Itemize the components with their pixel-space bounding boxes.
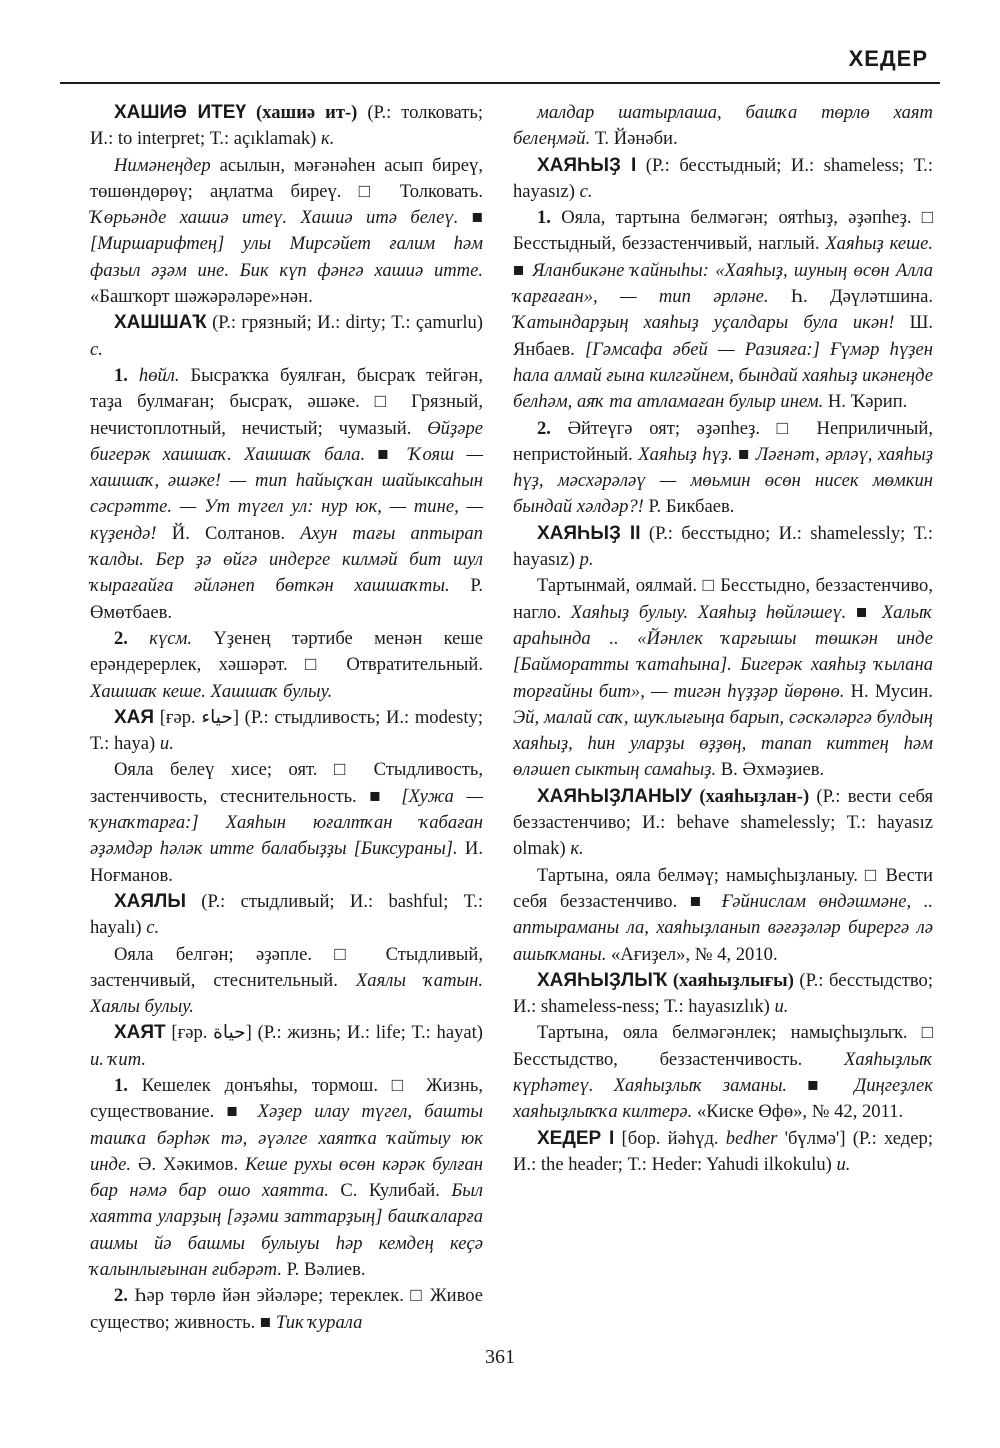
italic-text: с. <box>90 338 103 360</box>
text-run: И. Ноғманов. <box>90 838 483 886</box>
italic-text: с. <box>579 180 593 202</box>
headword: ХАЯЛЫ <box>114 890 186 912</box>
text-run: Тартынмай, оялмай. □ Бесстыдно, беззастенчиво, нагло. <box>513 575 933 623</box>
right-column <box>513 100 933 1178</box>
text-run: «Ағиҙел», № 4, 2010. <box>606 943 778 965</box>
dictionary-paragraph <box>90 757 483 888</box>
text-run: Тартына, ояла белмәгәнлек; намыҫһыҙлыҡ. □ Бесстыдство, беззастенчивость. <box>513 1022 933 1070</box>
text-run: Й. Солтанов. <box>156 522 301 544</box>
italic-text: с. <box>146 917 160 939</box>
dictionary-paragraph <box>513 205 933 415</box>
text-run: «Киске Өфө», № 42, 2011. <box>692 1101 904 1123</box>
text-run: асылын, мәғәнәһен асып биреү, төшөндөрөү; аңлатма биреү. □ Толковать. <box>90 154 483 202</box>
italic-text: Ахун тағы аптырап ҡалды. Бер ҙә өйгә индерге килмәй бит шул ҡырағайға әйләнеп бөткән хашшаҡты. <box>90 522 483 597</box>
text-run: (Р.: бесстыдство; И.: shameless-ness; Т.: hayasızlık) <box>513 969 933 1018</box>
text-run: «Башҡорт шәжәрәләре»нән. <box>90 286 313 308</box>
text-run: Кешелек донъяһы, тормош. □ Жизнь, существование. ■ <box>90 1074 483 1123</box>
bold-text: (хаяһыҙлығы) <box>667 969 794 991</box>
text-run: Һәр төрлө йән эйәләре; тереклек. □ Живое существо; живность. ■ <box>90 1285 484 1333</box>
text-run: Н. Ҡәрип. <box>823 391 908 413</box>
text-run: ■ <box>846 601 882 623</box>
dictionary-entry-head <box>90 100 483 153</box>
italic-text: и. <box>159 733 174 755</box>
running-head: ХЕДЕР <box>848 46 928 71</box>
italic-text: Хаяһыҙ булыу. Хаяһыҙ һөйләшеү. <box>570 601 847 623</box>
italic-text: Ҡатындарҙың хаяһыҙ уҫалдары була икән! <box>513 312 895 334</box>
italic-text: Диңгеҙлек хаяһыҙлыҡҡа килтерә. <box>513 1074 934 1123</box>
dictionary-paragraph <box>90 1073 483 1283</box>
italic-text: Халыҡ араһында .. «Йәнлек ҡарғышы төшкән инде [Байморатты ҡатаһына]. Бигерәк хаяһыҙ ҡылана торғайны бит», — тигән һүҙҙәр йөрөнө. <box>513 601 933 702</box>
text-run: ■ <box>458 207 483 229</box>
text-run: Ояла белеү хисе; оят. □ Стыдливость, застенчивость, стеснительность. ■ <box>90 759 483 807</box>
italic-text: Ҡояш — хашшаҡ, әшәке! — тип һайыҫҡан шайыксаһын сәсрәтте. — Ут түгел ул: нур юк, — тине, — күҙендә! <box>90 443 483 544</box>
text-run: Ояла белгән; әҙәпле. □ Стыдливый, застенчивый, стеснительный. <box>90 943 483 991</box>
dictionary-entry-head <box>513 521 933 574</box>
text-run: 'бүлмә'] (Р.: хедер; И.: the header; Т.: Heder: Yahudi ilkokulu) <box>513 1127 933 1175</box>
dictionary-entry-head <box>90 705 483 758</box>
italic-text: Хаялы ҡатын. Хаялы булыу. <box>90 969 483 1018</box>
headword: ХАЯҺЫҘЛАНЫУ <box>537 785 693 807</box>
italic-text: Эй, малай саҡ, шуҡлығыңа барып, сәскәләргә булдың хаяһыҙ, һин уларҙы өҙҙөң, тапап киттең һәм өләшеп сыктың самаһыҙ. <box>513 706 933 781</box>
italic-text: Нимәнеңдер <box>114 154 211 176</box>
text-run: Ояла, тартына белмәгән; оятһыҙ, әҙәпһеҙ. □ Бесстыдный, беззастенчивый, наглый. <box>513 207 934 255</box>
italic-text: Өйҙәре бигерәк хашшаҡ. Хашшаҡ бала. <box>90 417 483 465</box>
italic-text: малдар шатырлаша, башҡа төрлө хаят белеңмәй. <box>513 102 933 150</box>
text-run: (Р.: грязный; И.: dirty; Т.: çamurlu) <box>206 312 483 334</box>
dictionary-entry-head <box>90 889 483 942</box>
italic-text: [Миршарифтең] улы Мирсәйет ғалим һәм фазыл әҙәм ине. Бик күп фәнгә хашиә итте. <box>90 233 483 281</box>
headword: ХАШШАҠ <box>114 312 207 334</box>
dictionary-paragraph <box>513 573 933 783</box>
text-run: ■ <box>732 443 756 465</box>
headword: ХАЯҺЫҘЛЫҠ <box>537 969 668 991</box>
text-run: [бор. йәһүд. <box>614 1127 726 1149</box>
bold-text: 1. <box>114 1074 142 1096</box>
bold-text: (хашиә ит-) <box>246 102 358 123</box>
italic-text: bedher <box>725 1127 778 1149</box>
italic-text: һөйл. <box>138 364 180 386</box>
text-run: (Р.: стыдливый; И.: bashful; Т.: hayalı) <box>90 890 483 939</box>
text-run: (Р.: бесстыдно; И.: shamelessly; Т.: hayasız) <box>513 522 933 571</box>
italic-text: Яланбикәне ҡайныһы: «Хаяһыҙ, шуның өсөн Алла ҡарғаған», — тип әрләне. <box>513 259 933 308</box>
page-number: 361 <box>485 1346 515 1368</box>
dictionary-paragraph <box>513 1020 933 1125</box>
headword: ХАШИӘ ИТЕҮ <box>114 102 247 123</box>
dictionary-entry-head <box>513 968 933 1021</box>
dictionary-paragraph <box>513 416 933 521</box>
italic-text: Ләғнәт, әрләү, хаяһыҙ һүҙ, мәсхәрәләү — мөьмин өсөн нисек мөмкин бындай хәлдәр?! <box>513 443 933 518</box>
italic-text: и. <box>836 1153 851 1175</box>
dictionary-paragraph <box>90 942 483 1021</box>
italic-text: и. <box>774 996 789 1018</box>
text-run: Р. Өмөтбаев. <box>90 575 483 623</box>
bold-text: (хаяһыҙлан-) <box>692 785 810 807</box>
dictionary-paragraph <box>90 1283 483 1336</box>
text-run: ■ <box>365 443 409 465</box>
text-run: Үҙенең тәртибе менән кеше ерәндерерлек, хәшәрәт. □ Отвратительный. <box>90 627 483 676</box>
italic-text: [Гәмсафа әбей — Разияға:] Ғүмәр һүҙен һала алмай ғына килгәйнем, бындай хаяһыҙ икәнеңде белһәм, аяҡ та атламаған булыр инем. <box>513 338 933 413</box>
text-run: [ғәр. حياة] (Р.: жизнь; И.: life; Т.: hayat) <box>165 1022 483 1044</box>
bold-text: 2. <box>537 417 568 439</box>
italic-text: Кеше рухы өсөн кәрәк булған бар нәмә бар ошо хаятта. <box>90 1153 484 1202</box>
bold-text: 1. <box>114 364 139 386</box>
text-run: Р. Бикбаев. <box>643 496 735 518</box>
text-run: [ғәр. حياء] (Р.: стыдливость; И.: modesty; Т.: haya) <box>90 706 483 755</box>
text-run: (Р.: бесстыдный; И.: shameless; Т.: hayasız) <box>513 154 933 202</box>
header-rule <box>60 82 940 84</box>
text-run: Т. Йәнәби. <box>590 128 678 150</box>
italic-text: күсм. <box>149 627 193 649</box>
text-run: Р. Вәлиев. <box>281 1259 366 1281</box>
italic-text: [Хужа — ҡунаҡтарға:] Хаяһын юғалтҡан ҡабаған әҙәмдәр һәләк итте балабыҙҙы [Биксураны]. <box>90 785 483 860</box>
dictionary-entry-head <box>513 784 933 863</box>
italic-text: р. <box>579 549 594 571</box>
text-run: Бысраҡҡа буялған, бысраҡ тейгән, таҙа булмаған; бысраҡ, әшәке. □ Грязный, нечистоплотный, нечистый; чумазый. <box>90 364 483 439</box>
italic-text: к. <box>321 128 335 150</box>
italic-text: Хаяһыҙлыҡ күрһәтеү. Хаяһыҙлыҡ заманы. <box>513 1048 933 1096</box>
italic-text: к. <box>570 838 584 860</box>
italic-text: Ғәйнислам өндәшмәне, .. аптыраманы ла, хаяһыҙланып вәғәҙәләр бирергә лә ашыҡманы. <box>513 890 934 965</box>
italic-text: Ҡөрьәнде хашиә итеү. Хашиә итә белеү. <box>90 207 459 229</box>
dictionary-paragraph <box>90 626 483 705</box>
bold-text: 2. <box>114 1285 135 1307</box>
italic-text: Хәҙер илау түгел, башты ташҡа бәрһәк тә, әүәлге хаятҡа ҡайтыу юк инде. <box>90 1101 483 1175</box>
dictionary-paragraph <box>90 363 483 626</box>
dictionary-paragraph <box>513 863 933 968</box>
text-run: (Р.: толковать; И.: to interpret; Т.: açıklamak) <box>90 102 483 150</box>
dictionary-paragraph <box>513 100 933 153</box>
dictionary-entry-head <box>513 1126 933 1179</box>
text-run: (Р.: вести себя беззастенчиво; И.: behave shamelessly; Т.: hayasız olmak) <box>513 785 934 860</box>
dictionary-entry-head <box>90 310 483 363</box>
dictionary-entry-head <box>513 153 933 206</box>
italic-text: и. ҡит. <box>90 1048 146 1070</box>
italic-text: Был хаятта уларҙың [әҙәми заттарҙың] башҡаларға ашмы йә башмы булыуы һәр кемдең кеҫә ҡалынлығынан ғибәрәт. <box>90 1180 484 1281</box>
headword: ХАЯ <box>114 706 155 728</box>
text-run: Ш. Янбаев. <box>513 312 933 360</box>
text-run: С. Кулибай. <box>328 1180 452 1202</box>
text-run: Әйтеүгә оят; әҙәпһеҙ. □ Неприличный, непристойный. <box>513 417 934 465</box>
bold-text: 1. <box>537 207 562 229</box>
text-run: В. Әхмәҙиев. <box>716 759 825 781</box>
text-run: Тартына, ояла белмәү; намыҫһыҙланыу. □ Вести себя беззастенчиво. ■ <box>513 864 933 912</box>
dictionary-entry-head <box>90 1020 483 1073</box>
text-run: ■ <box>787 1074 855 1096</box>
text-run: Н. Мусин. <box>844 680 933 702</box>
headword: ХАЯТ <box>114 1022 166 1044</box>
italic-text: Хаяһыҙ һүҙ. <box>638 443 733 465</box>
italic-text: Хашшаҡ кеше. Хашшаҡ булыу. <box>90 680 333 702</box>
headword: ХАЯҺЫҘ II <box>537 522 641 544</box>
left-column <box>90 100 483 1336</box>
bold-text: 2. <box>114 627 150 649</box>
italic-text: Тик ҡурала <box>275 1311 363 1333</box>
text-run: ■ <box>513 259 533 281</box>
headword: ХЕДЕР I <box>537 1127 615 1149</box>
text-run: Һ. Дәүләтшина. <box>768 286 933 308</box>
headword: ХАЯҺЫҘ I <box>537 154 637 176</box>
italic-text: Хаяһыҙ кеше. <box>825 233 934 255</box>
text-run: Ә. Хәкимов. <box>131 1153 246 1175</box>
dictionary-paragraph <box>90 153 483 311</box>
